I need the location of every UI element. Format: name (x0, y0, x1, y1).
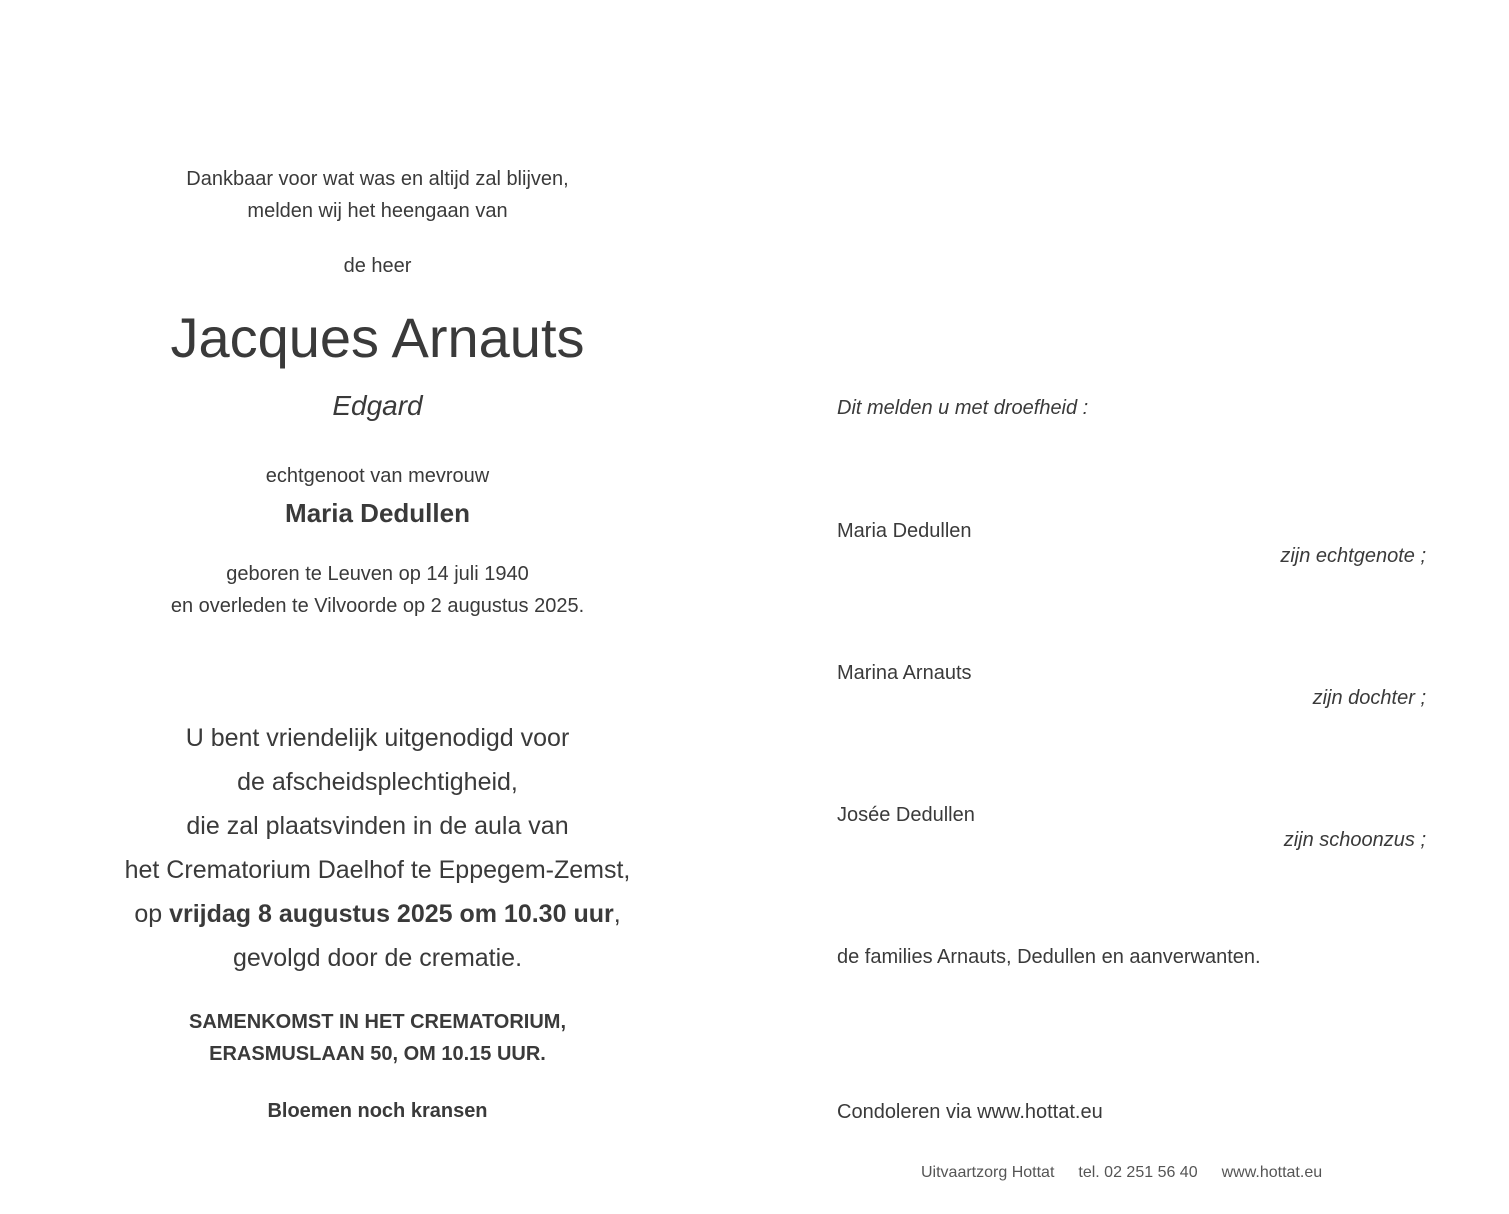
mourner-name-2: Marina Arnauts (837, 662, 972, 684)
invitation-line-1: U bent vriendelijk uitgenodigd voor (185, 724, 570, 752)
spouse-intro: echtgenoot van mevrouw (265, 465, 490, 487)
footer-company: Uitvaartzorg Hottat (921, 1164, 1055, 1181)
mourner-name-3: Josée Dedullen (837, 804, 975, 826)
footer-website: www.hottat.eu (1221, 1164, 1323, 1181)
honorific: de heer (343, 255, 412, 277)
invitation-line-3: die zal plaatsvinden in de aula van (186, 812, 569, 840)
families-line: de families Arnauts, Dedullen en aanverwanten. (837, 946, 1261, 968)
footer (921, 1162, 1322, 1184)
intro-text (0, 163, 755, 227)
mourner-relation-3: zijn schoonzus ; (1283, 829, 1426, 851)
intro-line-2: melden wij het heengaan van (247, 200, 508, 222)
birth-line: geboren te Leuven op 14 juli 1940 (226, 563, 529, 585)
deceased-firstname: Edgard (332, 390, 423, 421)
invitation-line-4: het Crematorium Daelhof te Eppegem-Zemst, (124, 856, 631, 884)
mourner-name-1: Maria Dedullen (837, 520, 972, 542)
life-dates (0, 558, 755, 622)
footer-phone: tel. 02 251 56 40 (1078, 1164, 1198, 1181)
spouse-name: Maria Dedullen (285, 498, 470, 528)
gathering-notice (0, 1006, 755, 1070)
gathering-line-2: ERASMUSLAAN 50, OM 10.15 UUR. (209, 1043, 546, 1065)
mourner-relation-1: zijn echtgenote ; (1280, 545, 1426, 567)
invitation-line-5-suffix: , (613, 900, 621, 928)
invitation-text (0, 716, 755, 980)
death-line: en overleden te Vilvoorde op 2 augustus 2025. (170, 595, 585, 617)
invitation-line-6: gevolgd door de crematie. (232, 944, 523, 972)
ceremony-datetime: vrijdag 8 augustus 2025 om 10.30 uur (169, 900, 614, 928)
announcement: Dit melden u met droefheid : (837, 397, 1089, 419)
flowers-notice: Bloemen noch kransen (267, 1100, 488, 1122)
invitation-line-5 (0, 892, 755, 936)
deceased-name: Jacques Arnauts (170, 306, 585, 369)
invitation-line-2: de afscheidsplechtigheid, (237, 768, 518, 796)
intro-line-1: Dankbaar voor wat was en altijd zal blijven, (186, 168, 569, 190)
condolences-line: Condoleren via www.hottat.eu (837, 1101, 1103, 1123)
gathering-line-1: SAMENKOMST IN HET CREMATORIUM, (188, 1011, 567, 1033)
invitation-line-5-prefix: op (134, 900, 170, 928)
mourner-relation-2: zijn dochter ; (1312, 687, 1426, 709)
